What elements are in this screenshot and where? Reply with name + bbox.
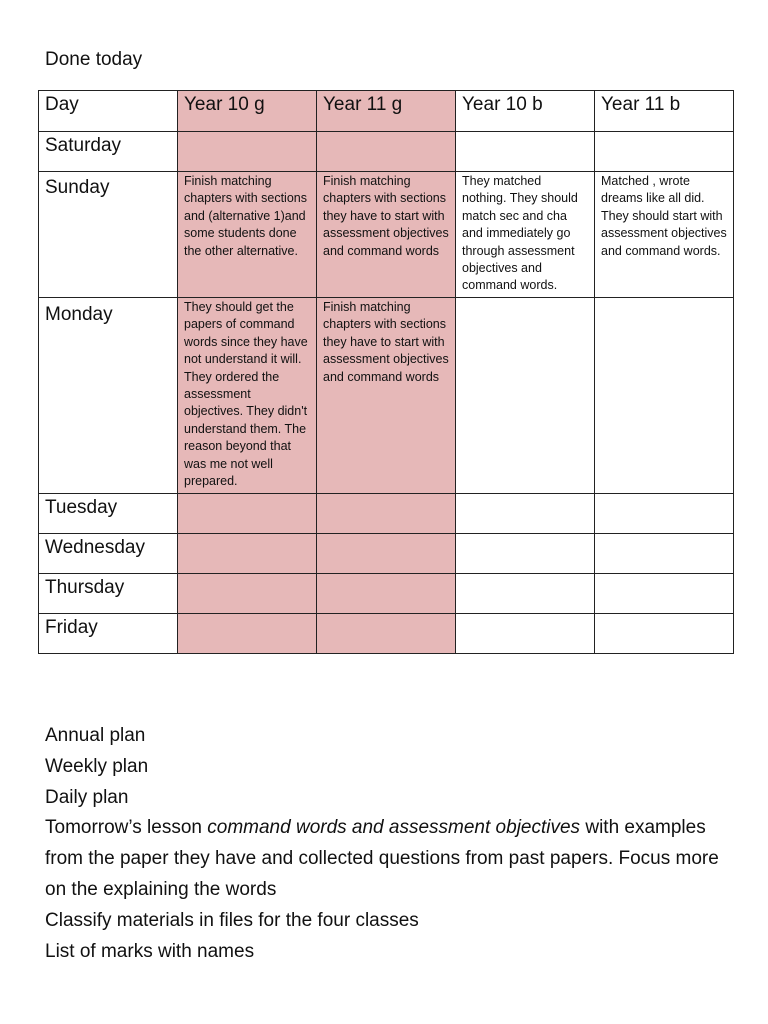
note-weekly-plan: Weekly plan — [45, 755, 149, 777]
table-row — [39, 574, 734, 614]
note-list-of-marks: List of marks with names — [45, 940, 255, 962]
table-row — [39, 614, 734, 654]
cell-year-11-g — [317, 494, 456, 534]
cell-year-11-b — [595, 494, 734, 534]
note-tomorrow-lesson — [45, 813, 735, 905]
table-header-row — [39, 91, 734, 132]
cell-year-11-g — [317, 132, 456, 172]
day-label: Wednesday — [39, 534, 178, 574]
cell-year-10-b — [456, 494, 595, 534]
cell-year-10-g — [178, 494, 317, 534]
cell-year-11-b — [595, 132, 734, 172]
day-label: Saturday — [39, 132, 178, 172]
header-year-11-g: Year 11 g — [317, 91, 456, 132]
table-row — [39, 132, 734, 172]
table-row — [39, 534, 734, 574]
day-label: Tuesday — [39, 494, 178, 534]
day-label: Monday — [39, 298, 178, 494]
day-label: Sunday — [39, 172, 178, 298]
header-year-10-g: Year 10 g — [178, 91, 317, 132]
cell-year-10-g — [178, 534, 317, 574]
day-label: Friday — [39, 614, 178, 654]
cell-year-11-g: Finish matching chapters with sections they have to start with assessment objectives and command words — [317, 172, 456, 298]
cell-year-11-b — [595, 534, 734, 574]
cell-year-10-b — [456, 298, 595, 494]
cell-year-11-g — [317, 614, 456, 654]
cell-year-10-b — [456, 534, 595, 574]
cell-year-10-g — [178, 614, 317, 654]
cell-year-10-g: They should get the papers of command words since they have not understand it will. They ordered the assessment objectives. They didn't understand them. The reason beyond that was me not well prepared. — [178, 298, 317, 494]
table-row — [39, 172, 734, 298]
note-daily-plan: Daily plan — [45, 786, 129, 808]
table-row — [39, 298, 734, 494]
cell-year-10-b — [456, 574, 595, 614]
cell-year-10-b: They matched nothing. They should match sec and cha and immediately go through assessment objectives and command words. — [456, 172, 595, 298]
tomorrow-topic: command words and assessment objectives — [207, 817, 581, 839]
cell-year-11-g: Finish matching chapters with sections they have to start with assessment objectives and command words — [317, 298, 456, 494]
weekly-log-table — [38, 90, 734, 654]
cell-year-11-b: Matched , wrote dreams like all did. They should start with assessment objectives and command words. — [595, 172, 734, 298]
header-day: Day — [39, 91, 178, 132]
cell-year-10-g: Finish matching chapters with sections and (alternative 1)and some students done the other alternative. — [178, 172, 317, 298]
note-annual-plan: Annual plan — [45, 725, 146, 746]
cell-year-10-b — [456, 132, 595, 172]
header-year-10-b: Year 10 b — [456, 91, 595, 132]
page-heading: Done today — [45, 49, 143, 70]
cell-year-11-g — [317, 574, 456, 614]
tomorrow-prefix: Tomorrow’s lesson — [45, 817, 208, 839]
cell-year-11-b — [595, 298, 734, 494]
planning-notes — [45, 721, 735, 967]
cell-year-10-g — [178, 574, 317, 614]
header-year-11-b: Year 11 b — [595, 91, 734, 132]
cell-year-10-b — [456, 614, 595, 654]
tomorrow-details: with examples from the paper they have and collected questions from past papers. Focus more on the explaining the words — [45, 817, 719, 900]
table-row — [39, 494, 734, 534]
day-label: Thursday — [39, 574, 178, 614]
cell-year-11-b — [595, 614, 734, 654]
cell-year-11-b — [595, 574, 734, 614]
cell-year-10-g — [178, 132, 317, 172]
note-classify-materials: Classify materials in files for the four classes — [45, 909, 419, 931]
cell-year-11-g — [317, 534, 456, 574]
